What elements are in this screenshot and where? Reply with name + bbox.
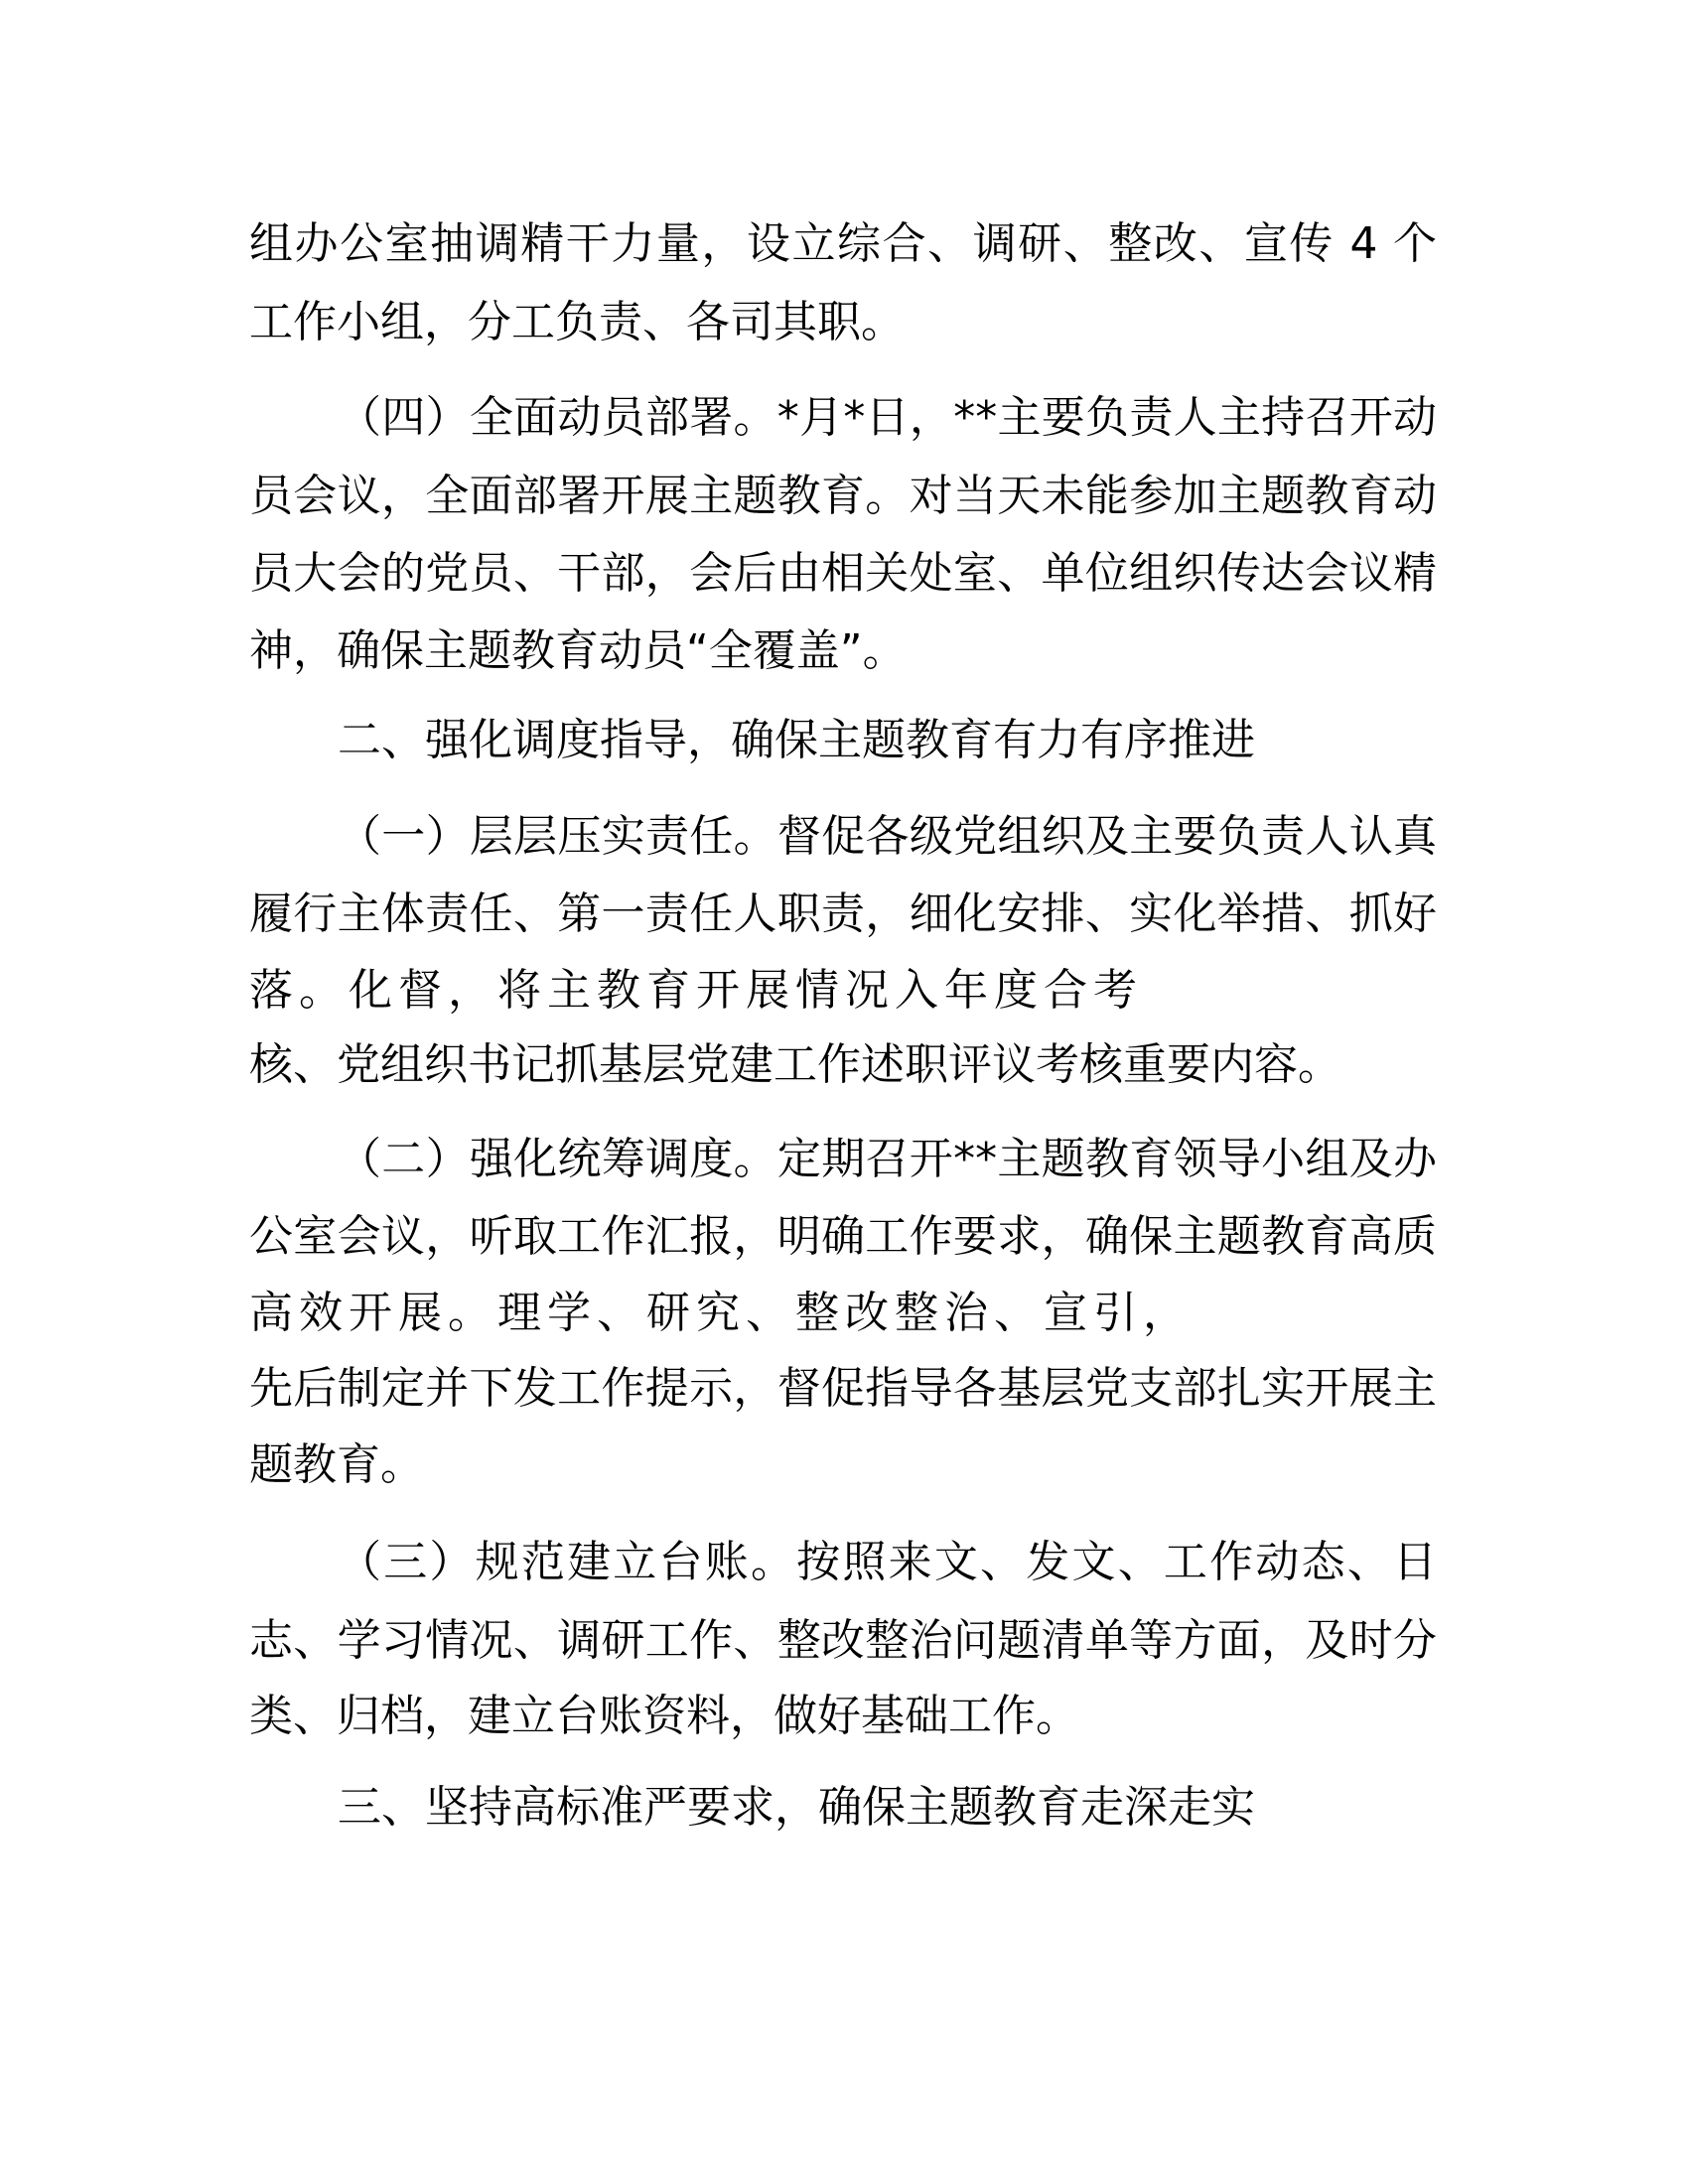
paragraph-line: 先后制定并下发工作提示，督促指导各基层党支部扎实开展主	[249, 1363, 1437, 1414]
subsection-title-line: （四）全面动员部署。*月*日，**主要负责人主持召开动	[338, 392, 1437, 443]
subsection-title-line: （一）层层压实责任。督促各级党组织及主要负责人认真	[338, 811, 1437, 862]
paragraph-line: 高效开展。理学、研究、整改整治、宣引，	[249, 1288, 1193, 1338]
paragraph-line: 履行主体责任、第一责任人职责，细化安排、实化举措、抓好	[249, 888, 1437, 939]
section-heading-2: 二、强化调度指导，确保主题教育有力有序推进	[338, 715, 1255, 765]
paragraph-line: 公室会议，听取工作汇报，明确工作要求，确保主题教育高质	[249, 1211, 1437, 1262]
paragraph-line: 员大会的党员、干部，会后由相关处室、单位组织传达会议精	[249, 548, 1437, 599]
paragraph-line: 核、党组织书记抓基层党建工作述职评议考核重要内容。	[249, 1039, 1341, 1090]
paragraph-line: 工作小组，分工负责、各司其职。	[249, 297, 905, 347]
paragraph-line: 组办公室抽调精干力量，设立综合、调研、整改、宣传 4 个	[249, 218, 1437, 269]
paragraph-line: 题教育。	[249, 1439, 424, 1490]
paragraph-line: 神，确保主题教育动员“全覆盖”。	[249, 625, 907, 676]
subsection-title-line: （三）规范建立台账。按照来文、发文、工作动态、日	[338, 1537, 1437, 1587]
paragraph-line: 类、归档，建立台账资料，做好基础工作。	[249, 1691, 1079, 1741]
paragraph-line: 落。化督，将主教育开展情况入年度合考	[249, 965, 1143, 1016]
paragraph-line: 员会议，全面部署开展主题教育。对当天未能参加主题教育动	[249, 471, 1437, 521]
subsection-title-line: （二）强化统筹调度。定期召开**主题教育领导小组及办	[338, 1134, 1437, 1184]
paragraph-line: 志、学习情况、调研工作、整改整治问题清单等方面，及时分	[249, 1615, 1437, 1666]
section-heading-3: 三、坚持高标准严要求，确保主题教育走深走实	[338, 1782, 1255, 1833]
